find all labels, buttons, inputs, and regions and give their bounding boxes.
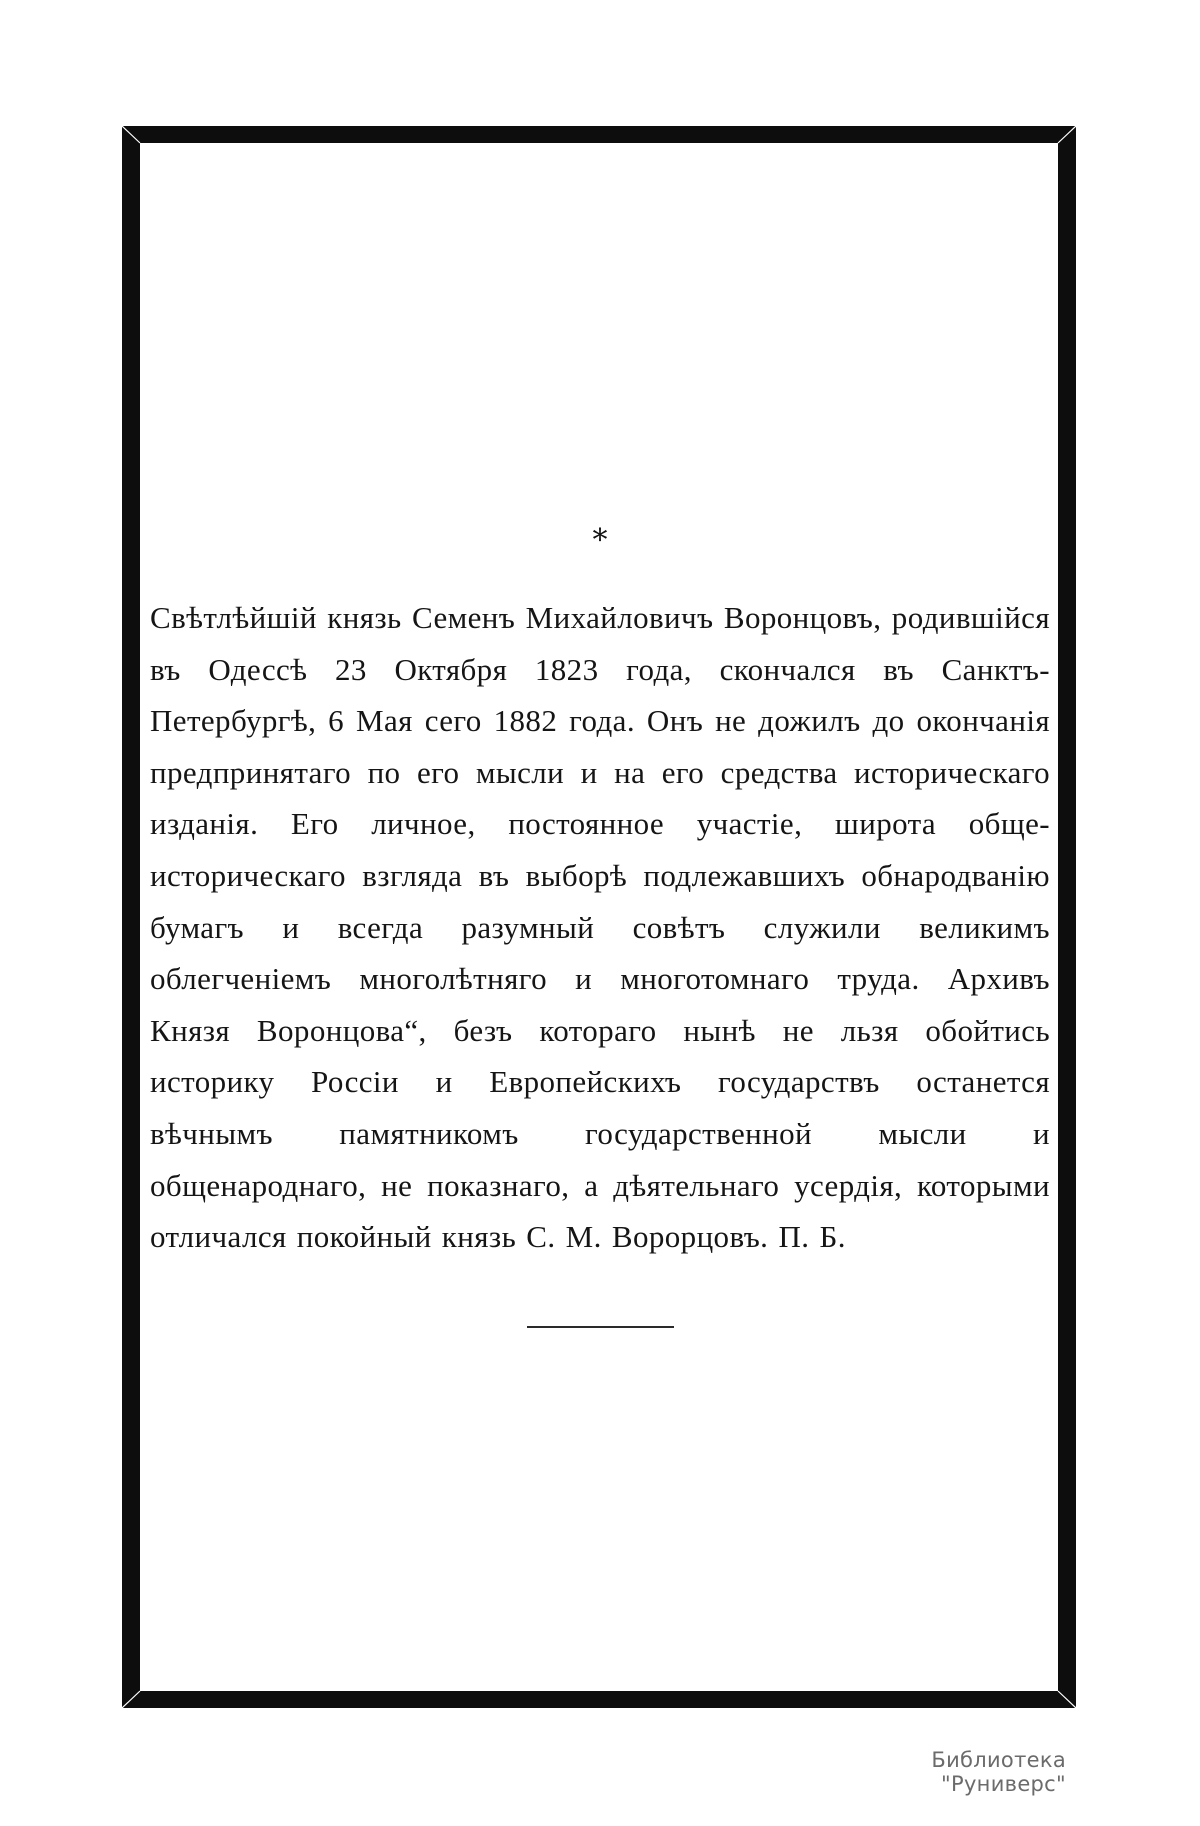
asterisk-ornament: * (592, 523, 608, 558)
obituary-paragraph: Свѣтлѣйшій князь Семенъ Михайловичъ Воронцовъ, родившійся въ Одессѣ 23 Октября 1823 года, скончался въ Санктъ-Петербургѣ, 6 Мая сего 1882 года. Онъ не дожилъ до окончанія предпринятаго по его мысли и на его средства историческаго изданія. Его личное, постоянное участіе, широта обще-историческаго взгляда въ выборѣ подлежавшихъ обнародванію бумагъ и всегда разумный совѣтъ служили великимъ облегченіемъ многолѣтняго и многотомнаго труда. Архивъ Князя Воронцова“, безъ котораго нынѣ не льзя обойтись историку Россіи и Европейскихъ государствъ останется вѣчнымъ памятникомъ государственной мысли и общенароднаго, не показнаго, а дѣятельнаго усердія, которыми отличался покойный князь С. М. Ворорцовъ. П. Б. (150, 600, 1050, 1255)
closing-rule (527, 1326, 674, 1328)
library-watermark: Библиотека "Руниверс" (931, 1748, 1066, 1796)
